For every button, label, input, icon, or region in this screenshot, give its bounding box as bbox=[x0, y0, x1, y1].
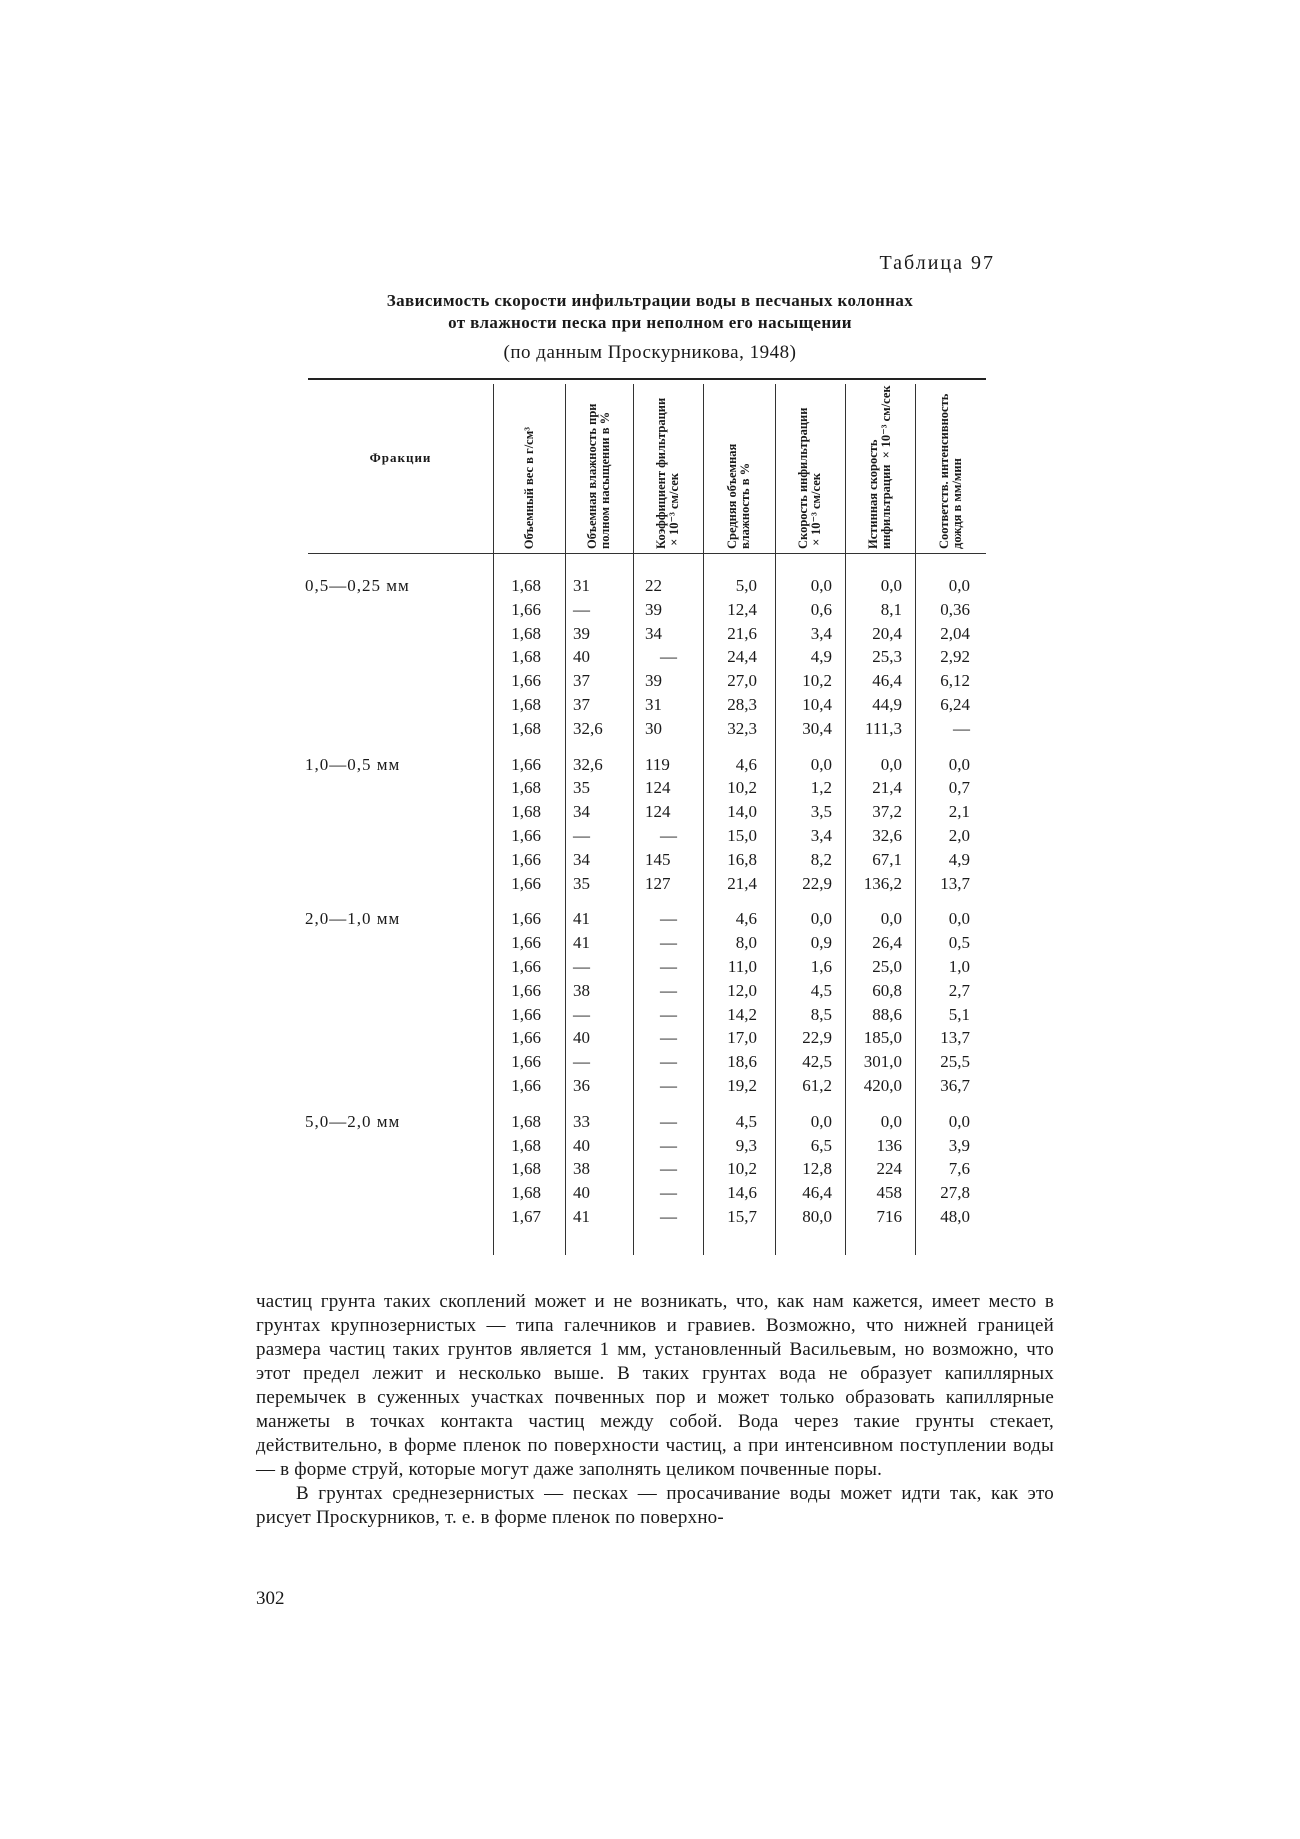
table-cell: 31 bbox=[645, 695, 662, 714]
table-cell: 18,6 bbox=[727, 1052, 757, 1072]
table-cell: 41 bbox=[573, 909, 590, 929]
column-header-text: Истинная скорость инфильтрации ×10⁻³ см/сек bbox=[866, 385, 893, 549]
table-cell: 21,4 bbox=[872, 778, 902, 798]
table-cell: 10,2 bbox=[727, 1159, 757, 1179]
table-cell: 27,8 bbox=[940, 1183, 970, 1203]
table-cell: 2,92 bbox=[940, 647, 970, 667]
table-cell: 124 bbox=[645, 802, 671, 822]
table-cell: 0,0 bbox=[810, 576, 832, 595]
table-cell: 1,66 bbox=[511, 1052, 541, 1072]
table-cell: 2,7 bbox=[948, 980, 970, 1000]
table-cell: 25,3 bbox=[872, 647, 902, 667]
fraction-label: 0,5—0,25 мм bbox=[305, 576, 410, 595]
table-cell: 48,0 bbox=[940, 1207, 970, 1226]
table-cell: 8,5 bbox=[810, 1004, 832, 1024]
table-cell: 34 bbox=[573, 849, 590, 869]
table-cell: 1,68 bbox=[511, 647, 541, 667]
table-cell: 0,7 bbox=[948, 778, 970, 798]
column-header bbox=[633, 384, 703, 549]
table-cell: 1,0 bbox=[948, 957, 970, 976]
table-caption bbox=[300, 290, 1000, 334]
table-cell: 10,2 bbox=[802, 671, 832, 691]
table-cell: 15,7 bbox=[727, 1207, 757, 1226]
table-cell: 8,2 bbox=[810, 849, 832, 869]
table-cell: — bbox=[953, 718, 970, 738]
table-cell: — bbox=[660, 1207, 677, 1226]
table-cell: 37 bbox=[573, 695, 590, 714]
caption-line-1: Зависимость скорости инфильтрации воды в песчаных колоннах bbox=[386, 291, 914, 310]
table-cell: 1,66 bbox=[511, 909, 541, 929]
table-cell: 39 bbox=[573, 623, 590, 643]
table-cell: 1,66 bbox=[511, 754, 541, 774]
column-header bbox=[565, 384, 633, 549]
table-cell: 7,6 bbox=[948, 1159, 970, 1179]
table-cell: 36,7 bbox=[940, 1076, 970, 1095]
table-cell: — bbox=[660, 1076, 677, 1095]
table-cell: 111,3 bbox=[865, 718, 902, 738]
column-header-text: Коэффициент фильтрации ×10⁻³ см/сек bbox=[654, 397, 681, 549]
table-cell: 34 bbox=[645, 623, 662, 643]
table-cell: — bbox=[660, 909, 677, 929]
table-cell: 4,6 bbox=[735, 754, 757, 774]
table-cell: 31 bbox=[573, 576, 590, 595]
table-cell: 1,68 bbox=[511, 1183, 541, 1203]
table-cell: 15,0 bbox=[727, 826, 757, 845]
table-cell: 22,9 bbox=[802, 1028, 832, 1048]
table-cell: 40 bbox=[573, 647, 590, 667]
table-cell: 26,4 bbox=[872, 933, 902, 953]
table-cell: 6,24 bbox=[940, 695, 970, 714]
column-header bbox=[775, 384, 845, 549]
table-cell: 0,0 bbox=[880, 909, 902, 929]
table-cell: — bbox=[660, 1028, 677, 1048]
table-cell: 40 bbox=[573, 1135, 590, 1155]
table-cell: 0,0 bbox=[810, 909, 832, 929]
table-cell: 32,6 bbox=[573, 754, 603, 774]
column-header bbox=[493, 384, 565, 549]
table-cell: 37 bbox=[573, 671, 590, 691]
column-header-text: Средняя объемная влажность в % bbox=[725, 443, 752, 549]
table-cell: 420,0 bbox=[863, 1076, 902, 1095]
table-cell: 40 bbox=[573, 1028, 590, 1048]
table-cell: 4,5 bbox=[810, 980, 832, 1000]
table-cell: 0,0 bbox=[948, 576, 970, 595]
table-cell: 1,68 bbox=[511, 1111, 541, 1131]
table-cell: 13,7 bbox=[940, 1028, 970, 1048]
column-header bbox=[703, 384, 775, 549]
table-cell: 42,5 bbox=[802, 1052, 832, 1072]
table-cell: 22,9 bbox=[802, 873, 832, 893]
column-header-text: Скорость инфильтрации ×10⁻³ см/сек bbox=[796, 407, 823, 549]
table-cell: 12,4 bbox=[727, 599, 757, 619]
table-cell: 0,9 bbox=[810, 933, 832, 953]
table-cell: 10,4 bbox=[802, 695, 832, 714]
paragraph: В грунтах среднезернистых — песках — просачивание воды может идти так, как это рисует Проскурников, т. е. в форме пленок по поверхно- bbox=[256, 1483, 1054, 1528]
table-cell: — bbox=[573, 826, 590, 845]
table-cell: 6,5 bbox=[810, 1135, 832, 1155]
fraction-label: 2,0—1,0 мм bbox=[305, 909, 401, 929]
table-cell: 1,68 bbox=[511, 695, 541, 714]
table-cell: 6,12 bbox=[940, 671, 970, 691]
table-top-rule bbox=[308, 378, 986, 380]
table-cell: 46,4 bbox=[802, 1183, 832, 1203]
table-cell: — bbox=[660, 1052, 677, 1072]
table-cell: 32,3 bbox=[727, 718, 757, 738]
table-cell: 224 bbox=[876, 1159, 902, 1179]
table-cell: 25,5 bbox=[940, 1052, 970, 1072]
table-cell: — bbox=[660, 1004, 677, 1024]
table-cell: 32,6 bbox=[872, 826, 902, 845]
table-cell: 301,0 bbox=[863, 1052, 902, 1072]
table-cell: 20,4 bbox=[872, 623, 902, 643]
fraction-label: 1,0—0,5 мм bbox=[305, 754, 401, 774]
table-cell: 124 bbox=[645, 778, 671, 798]
table-cell: 41 bbox=[573, 1207, 590, 1226]
table-cell: 1,68 bbox=[511, 778, 541, 798]
table-cell: 35 bbox=[573, 873, 590, 893]
table-cell: 136,2 bbox=[863, 873, 902, 893]
table-cell: 33 bbox=[573, 1111, 590, 1131]
table-cell: 21,4 bbox=[727, 873, 757, 893]
table-cell: — bbox=[573, 957, 590, 976]
table-cell: 3,9 bbox=[948, 1135, 970, 1155]
table-number: Таблица 97 bbox=[879, 252, 995, 274]
table-cell: 1,68 bbox=[511, 1135, 541, 1155]
table-cell: 1,66 bbox=[511, 1004, 541, 1024]
table-cell: 2,1 bbox=[948, 802, 970, 822]
table-cell: — bbox=[660, 1111, 677, 1131]
table-cell: 4,9 bbox=[948, 849, 970, 869]
table-cell: 127 bbox=[645, 873, 671, 893]
column-header-text: Объемная влажность при полном насыщении в % bbox=[585, 403, 612, 549]
table-cell: 185,0 bbox=[863, 1028, 902, 1048]
table-cell: 1,66 bbox=[511, 873, 541, 893]
table-cell: 28,3 bbox=[727, 695, 757, 714]
table-cell: 12,8 bbox=[802, 1159, 832, 1179]
table-cell: 14,2 bbox=[727, 1004, 757, 1024]
table-cell: 14,0 bbox=[727, 802, 757, 822]
column-header-fraction: Фракции bbox=[369, 450, 432, 465]
table-cell: 0,0 bbox=[948, 754, 970, 774]
table-cell: 1,67 bbox=[511, 1207, 541, 1226]
table-cell: — bbox=[660, 1159, 677, 1179]
table-cell: 46,4 bbox=[872, 671, 902, 691]
table-cell: 0,36 bbox=[940, 599, 970, 619]
table-cell: 4,6 bbox=[735, 909, 757, 929]
table-cell: 1,66 bbox=[511, 933, 541, 953]
table-cell: 1,68 bbox=[511, 576, 541, 595]
table-cell: 3,4 bbox=[810, 826, 832, 845]
table-cell: 119 bbox=[645, 754, 670, 774]
table-cell: 5,0 bbox=[735, 576, 757, 595]
table-cell: 30 bbox=[645, 718, 662, 738]
table-cell: 1,66 bbox=[511, 671, 541, 691]
table-cell: 17,0 bbox=[727, 1028, 757, 1048]
column-header bbox=[915, 384, 986, 549]
caption-line-2: от влажности песка при неполном его насыщении bbox=[448, 313, 852, 332]
table-cell: 38 bbox=[573, 1159, 590, 1179]
table-cell: 716 bbox=[876, 1207, 902, 1226]
table-cell: 35 bbox=[573, 778, 590, 798]
fraction-label: 5,0—2,0 мм bbox=[305, 1111, 401, 1131]
table-cell: 1,66 bbox=[511, 1076, 541, 1095]
table-cell: — bbox=[660, 980, 677, 1000]
table-cell: 22 bbox=[645, 576, 662, 595]
table-cell: 0,0 bbox=[810, 1111, 832, 1131]
table-cell: 38 bbox=[573, 980, 590, 1000]
table-cell: 60,8 bbox=[872, 980, 902, 1000]
table-cell: — bbox=[660, 933, 677, 953]
table-cell: 1,66 bbox=[511, 826, 541, 845]
table-cell: 0,6 bbox=[810, 599, 832, 619]
table-cell: — bbox=[573, 1052, 590, 1072]
table-cell: 61,2 bbox=[802, 1076, 832, 1095]
table-cell: 13,7 bbox=[940, 873, 970, 893]
table-cell: 80,0 bbox=[802, 1207, 832, 1226]
table-cell: 19,2 bbox=[727, 1076, 757, 1095]
table-cell: 1,68 bbox=[511, 718, 541, 738]
table-cell: — bbox=[573, 1004, 590, 1024]
table-cell: 37,2 bbox=[872, 802, 902, 822]
table-cell: 32,6 bbox=[573, 718, 603, 738]
table-cell: 27,0 bbox=[727, 671, 757, 691]
table-cell: 4,5 bbox=[735, 1111, 757, 1131]
page-number: 302 bbox=[256, 1588, 285, 1609]
table-cell: 3,4 bbox=[810, 623, 832, 643]
column-header-text: Соответств. интенсивность дождя в мм/мин bbox=[936, 393, 964, 549]
table-cell: 8,1 bbox=[880, 599, 902, 619]
table-cell: 2,04 bbox=[940, 623, 970, 643]
table-cell: 41 bbox=[573, 933, 590, 953]
table-cell: 0,0 bbox=[948, 1111, 970, 1131]
table-cell: 5,1 bbox=[948, 1004, 970, 1024]
table-cell: — bbox=[573, 599, 590, 619]
table-cell: 39 bbox=[645, 599, 662, 619]
table-cell: 8,0 bbox=[735, 933, 757, 953]
table-source: (по данным Проскурникова, 1948) bbox=[503, 342, 797, 363]
table-cell: 1,2 bbox=[810, 778, 832, 798]
table-cell: 10,2 bbox=[727, 778, 757, 798]
table-cell: 40 bbox=[573, 1183, 590, 1203]
table-cell: 1,66 bbox=[511, 849, 541, 869]
table-cell: 34 bbox=[573, 802, 590, 822]
table-cell: 0,0 bbox=[880, 576, 902, 595]
body-text bbox=[256, 1290, 1054, 1530]
column-header-text: Объемный вес в г/см³ bbox=[521, 426, 536, 549]
table-cell: 4,9 bbox=[810, 647, 832, 667]
table-cell: 24,4 bbox=[727, 647, 757, 667]
table-cell: 25,0 bbox=[872, 957, 902, 976]
table-cell: 1,66 bbox=[511, 957, 541, 976]
table-cell: 0,5 bbox=[948, 933, 970, 953]
table-cell: 2,0 bbox=[948, 826, 970, 845]
table-cell: 67,1 bbox=[872, 849, 902, 869]
table-cell: 1,68 bbox=[511, 802, 541, 822]
table-cell: 14,6 bbox=[727, 1183, 757, 1203]
column-header bbox=[845, 384, 915, 549]
table-cell: 1,66 bbox=[511, 599, 541, 619]
table-cell: 0,0 bbox=[880, 1111, 902, 1131]
paragraph: частиц грунта таких скоплений может и не возникать, что, как нам кажется, имеет место в грунтах крупнозернистых — типа галечников и гравиев. Возможно, что нижней границей размера частиц таких грунтов является 1 мм, установленный Васильевым, но возможно, что этот предел лежит и несколько выше. В таких грунтах вода не образует капиллярных перемычек в суженных участках почвенных пор и может только образовать капиллярные манжеты в точках контакта частиц между собой. Вода через такие грунты стекает, действительно, в форме пленок по поверхности частиц, а при интенсивном поступлении воды — в форме струй, которые могут даже заполнять целиком почвенные поры. bbox=[256, 1291, 1054, 1480]
table-cell: — bbox=[660, 826, 677, 845]
table-cell: 136 bbox=[876, 1135, 902, 1155]
table-cell: — bbox=[660, 957, 677, 976]
table-cell: 0,0 bbox=[810, 754, 832, 774]
table-cell: 9,3 bbox=[735, 1135, 757, 1155]
table-cell: 458 bbox=[876, 1183, 902, 1203]
table-cell: 1,66 bbox=[511, 1028, 541, 1048]
table-cell: 1,6 bbox=[810, 957, 832, 976]
table-cell: 39 bbox=[645, 671, 662, 691]
table-cell: 16,8 bbox=[727, 849, 757, 869]
table-cell: 1,68 bbox=[511, 623, 541, 643]
table-cell: 0,0 bbox=[948, 909, 970, 929]
table-cell: 145 bbox=[645, 849, 671, 869]
table-cell: 11,0 bbox=[727, 957, 757, 976]
table-cell: — bbox=[660, 1183, 677, 1203]
table-cell: 0,0 bbox=[880, 754, 902, 774]
table-cell: 88,6 bbox=[872, 1004, 902, 1024]
table-cell: 1,68 bbox=[511, 1159, 541, 1179]
table-cell: 44,9 bbox=[872, 695, 902, 714]
table-cell: — bbox=[660, 647, 677, 667]
table-cell: 21,6 bbox=[727, 623, 757, 643]
table-cell: 36 bbox=[573, 1076, 590, 1095]
table-cell: 3,5 bbox=[810, 802, 832, 822]
table-header-rule bbox=[308, 553, 986, 554]
table-cell: 12,0 bbox=[727, 980, 757, 1000]
table-cell: 1,66 bbox=[511, 980, 541, 1000]
table-cell: 30,4 bbox=[802, 718, 832, 738]
table-cell: — bbox=[660, 1135, 677, 1155]
